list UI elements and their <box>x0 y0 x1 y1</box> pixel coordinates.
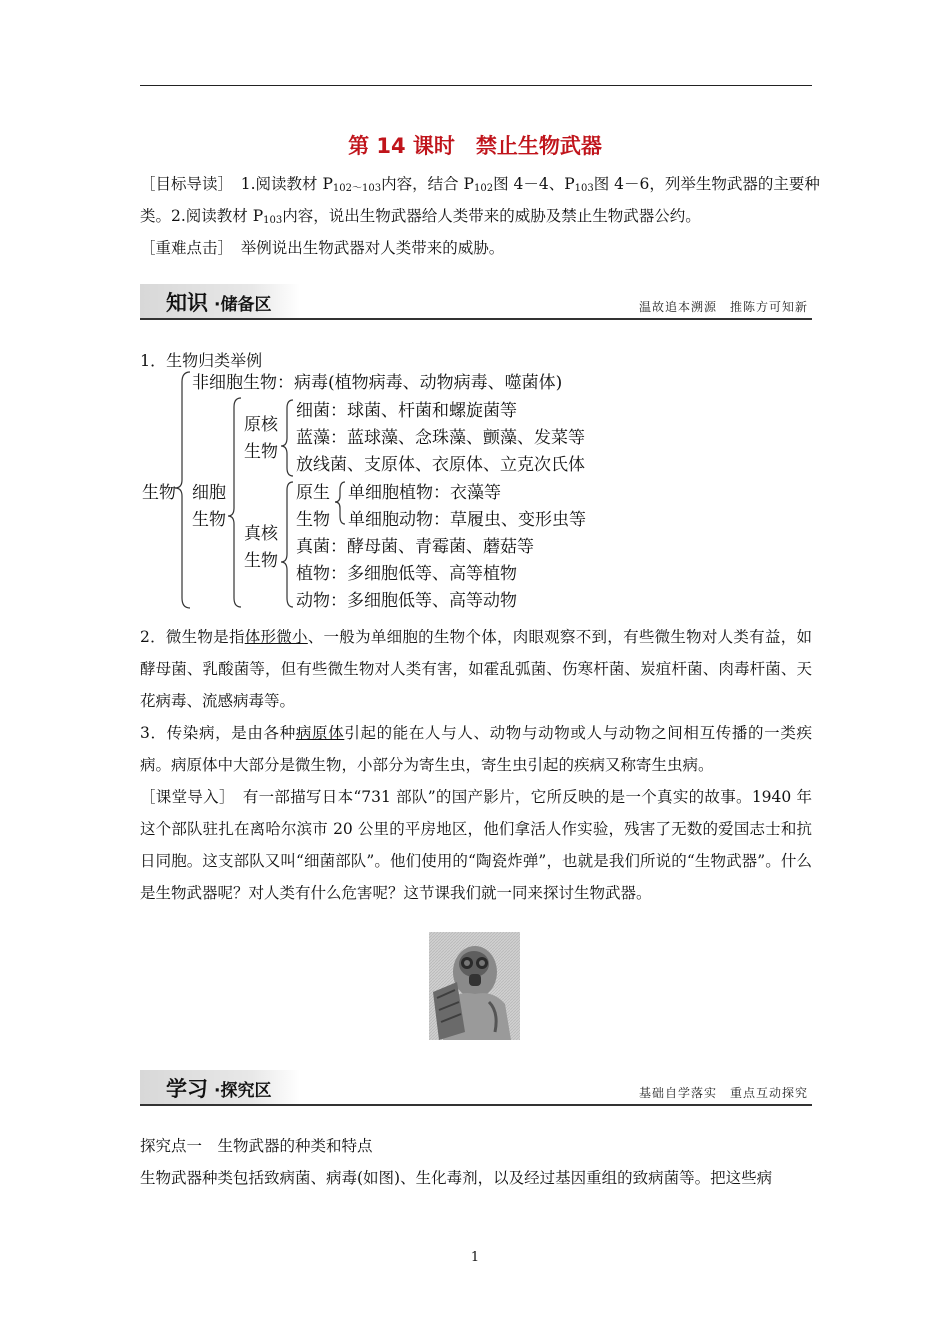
tree-noncell: 非细胞生物：病毒(植物病毒、动物病毒、噬菌体) <box>192 373 563 393</box>
classification-heading: 1．生物归类举例 <box>140 351 263 370</box>
classification-tree <box>0 0 950 620</box>
tree-protist-1: 原生 <box>296 483 330 503</box>
goals-line-1: ［目标导读］ 1.阅读教材 $P_{102\sim 103}$内容，结合 $P_{102}$图 4－4、$P_{103}$图 4－6，列举生物武器的主要种 <box>140 175 820 194</box>
section-title: 学习 <box>166 1077 208 1101</box>
tree-eukaryote-1: 真核 <box>244 524 278 544</box>
page-title: 第 14 课时 禁止生物武器 <box>348 134 602 158</box>
goals-line-2: 类。2.阅读教材 $P_{103}$内容，说出生物武器给人类带来的威胁及禁止生物武器公约。 <box>140 207 701 226</box>
tree-euk-item: 动物：多细胞低等、高等动物 <box>296 591 517 611</box>
tree-cell-2: 生物 <box>192 510 226 530</box>
gas-mask-soldier-photo <box>429 932 520 1040</box>
section-study-bar <box>140 1070 812 1106</box>
section-subtitle: ·探究区 <box>214 1081 272 1101</box>
focus-tag: ［重难点击］ <box>140 239 226 257</box>
section-subtitle: ·储备区 <box>214 295 272 315</box>
tree-protist-item: 单细胞植物：衣藻等 <box>348 483 501 503</box>
tree-pro-item: 细菌：球菌、杆菌和螺旋菌等 <box>296 401 517 421</box>
focus-line: ［重难点击］ 举例说出生物武器对人类带来的威胁。 <box>140 239 505 257</box>
tree-prokaryote-2: 生物 <box>244 442 278 462</box>
explore-text: 生物武器种类包括致病菌、病毒(如图)、生化毒剂，以及经过基因重组的致病菌等。把这些病 <box>140 1169 773 1187</box>
microbe-paragraph: 2．微生物是指体形微小、一般为单细胞的生物个体，肉眼观察不到，有些微生物对人类有益，如酵母菌、乳酸菌等，但有些微生物对人类有害，如霍乱弧菌、伤寒杆菌、炭疽杆菌、肉毒杆菌、天花病毒、流感病毒等。 <box>140 628 812 710</box>
section-motto: 温故追本溯源 推陈方可知新 <box>638 300 808 314</box>
tree-euk-item: 真菌：酵母菌、青霉菌、蘑菇等 <box>296 537 534 557</box>
intro-paragraph: ［课堂导入］ 有一部描写日本“731 部队”的国产影片，它所反映的是一个真实的故事。1940 年这个部队驻扎在离哈尔滨市 20 公里的平房地区，他们拿活人作实验，残害了无数的爱国志士和抗日同胞。这支部队又叫“细菌部队”。他们使用的“陶瓷炸弹”，也就是我们所说的“生物武器”。什么是生物武器呢？对人类有什么危害呢？这节课我们就一同来探讨生物武器。 <box>140 788 812 902</box>
goals-tag: ［目标导读］ <box>140 175 226 193</box>
page-number: 1 <box>470 1250 480 1265</box>
tree-pro-item: 蓝藻：蓝球藻、念珠藻、颤藻、发菜等 <box>296 428 585 448</box>
section-motto: 基础自学落实 重点互动探究 <box>638 1086 808 1100</box>
tree-prokaryote-1: 原核 <box>244 415 278 435</box>
tree-cell-1: 细胞 <box>192 483 226 503</box>
tree-protist-item: 单细胞动物：草履虫、变形虫等 <box>348 510 586 530</box>
underlined-term: 病原体 <box>295 724 345 742</box>
tree-root: 生物 <box>142 483 176 503</box>
section-title: 知识 <box>166 291 208 315</box>
tree-euk-item: 植物：多细胞低等、高等植物 <box>296 564 517 584</box>
tree-pro-item: 放线菌、支原体、衣原体、立克次氏体 <box>296 455 585 475</box>
explore-heading: 探究点一 生物武器的种类和特点 <box>140 1137 373 1155</box>
tree-protist-2: 生物 <box>296 510 330 530</box>
tree-eukaryote-2: 生物 <box>244 551 278 571</box>
underlined-term: 体形微小 <box>244 628 308 646</box>
infection-paragraph: 3．传染病，是由各种病原体引起的能在人与人、动物与动物或人与动物之间相互传播的一类疾病。病原体中大部分是微生物，小部分为寄生虫，寄生虫引起的疾病又称寄生虫病。 <box>140 724 812 774</box>
